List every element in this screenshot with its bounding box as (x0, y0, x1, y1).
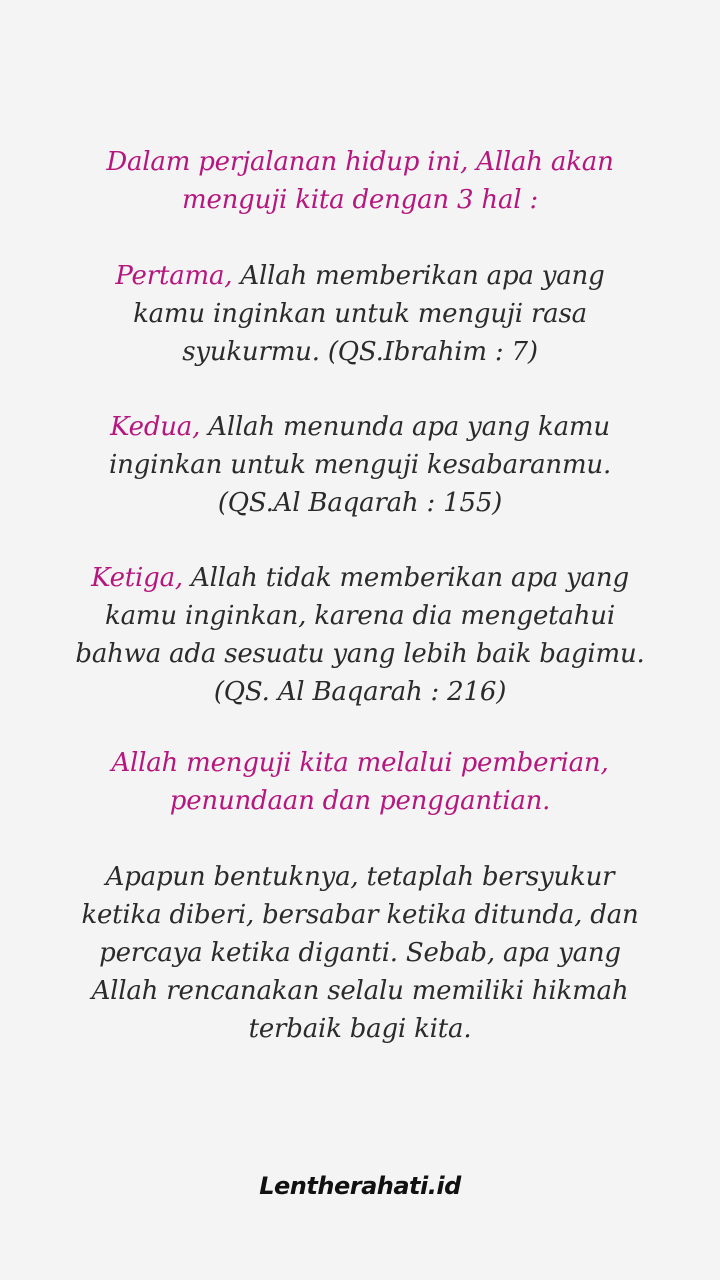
closing-line: ketika diberi, bersabar ketika ditunda, dan (81, 900, 639, 930)
point-first-line: syukurmu. (QS.Ibrahim : 7) (182, 337, 538, 367)
intro-text (0, 143, 720, 219)
summary-text (0, 744, 720, 820)
point-third-label: Ketiga, (91, 563, 183, 593)
point-first-line (0, 257, 720, 295)
point-third-line: kamu inginkan, karena dia mengetahui (105, 601, 615, 631)
point-second-line: inginkan untuk menguji kesabaranmu. (108, 450, 612, 480)
point-first (0, 257, 720, 371)
point-second-line (0, 408, 720, 446)
point-third (0, 559, 720, 711)
point-third-line (0, 559, 720, 597)
point-third-line: (QS. Al Baqarah : 216) (213, 677, 507, 707)
closing-line: Apapun bentuknya, tetaplah bersyukur (105, 862, 615, 892)
point-first-text: Allah memberikan apa yang (232, 261, 605, 291)
point-third-line: bahwa ada sesuatu yang lebih baik bagimu. (75, 639, 645, 669)
summary-line: penundaan dan penggantian. (169, 786, 551, 816)
point-second (0, 408, 720, 522)
intro-line: Dalam perjalanan hidup ini, Allah akan (106, 147, 614, 177)
closing-line: percaya ketika diganti. Sebab, apa yang (99, 938, 621, 968)
point-second-label: Kedua, (110, 412, 201, 442)
intro-line: menguji kita dengan 3 hal : (181, 185, 539, 215)
closing-line: terbaik bagi kita. (248, 1014, 472, 1044)
point-first-label: Pertama, (115, 261, 233, 291)
brand-watermark: Lentherahati.id (259, 1172, 461, 1200)
point-second-line: (QS.Al Baqarah : 155) (217, 488, 503, 518)
closing-text (0, 858, 720, 1048)
point-third-text: Allah tidak memberikan apa yang (182, 563, 629, 593)
point-first-line: kamu inginkan untuk menguji rasa (133, 299, 587, 329)
point-second-text: Allah menunda apa yang kamu (200, 412, 610, 442)
summary-line: Allah menguji kita melalui pemberian, (111, 748, 609, 778)
closing-line: Allah rencanakan selalu memiliki hikmah (91, 976, 629, 1006)
